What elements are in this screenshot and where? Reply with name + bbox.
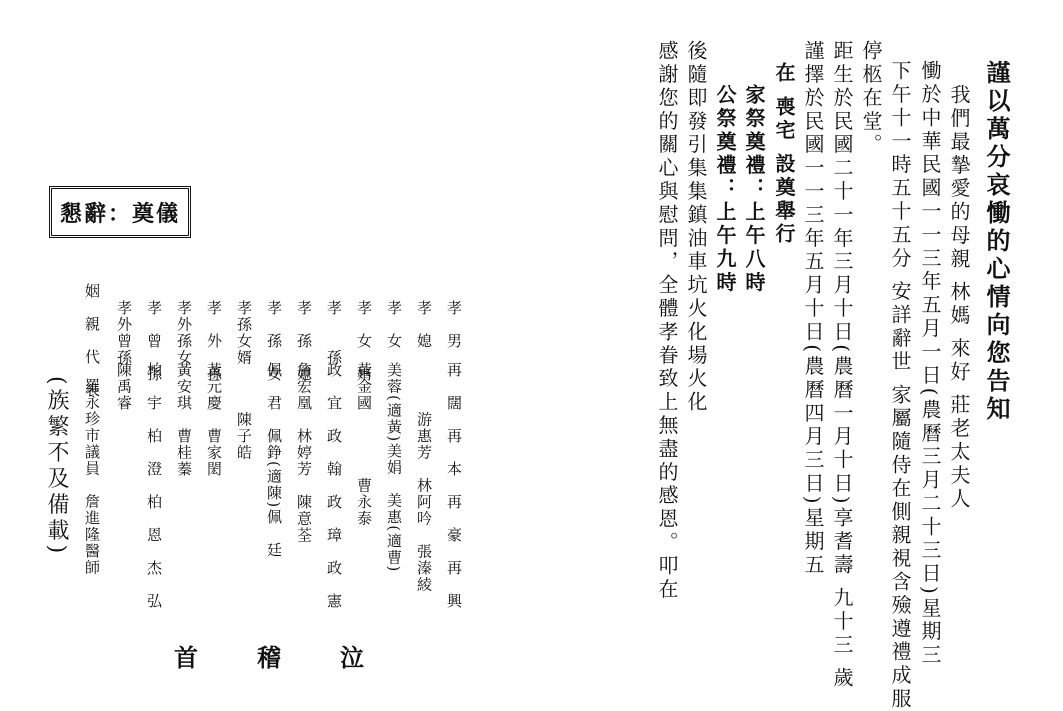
public-rite-time: 公祭奠禮：上午九時	[713, 84, 737, 295]
roster-role: 孝 男	[445, 300, 463, 350]
announcement-line: 後隨即發引集集鎮油車坑火化場火化	[684, 40, 708, 415]
roster-role: 孝外曾孫	[115, 300, 133, 366]
announcement-line: 距生於民國二十一年三月十日(農曆一月十日)享耆壽 九十三 歲	[830, 40, 854, 691]
roster-names: 詹宏凰 林婷芳 陳意荃	[295, 362, 313, 544]
closing-char: 稽	[257, 643, 281, 672]
roster-names: 美蓉(適黃)美娟 美惠(適曹)	[385, 362, 403, 573]
family-rite-time: 家祭奠禮：上午八時	[742, 84, 766, 295]
roster-role: 孝 媳	[415, 300, 433, 350]
roster-names: 羅永珍市議員 詹進隆醫師	[83, 378, 101, 576]
announcement-title: 謹以萬分哀慟的心情向您告知	[982, 60, 1011, 424]
roster-names: 黃安琪 曹桂蓁	[175, 362, 193, 478]
roster-footnote: (族繁不及備載)	[44, 376, 69, 558]
roster-role: 孝孫女婿	[235, 300, 253, 366]
announcement-line: 我們最摯愛的母親 林媽 來好 莊老太夫人	[947, 84, 971, 512]
roster-role: 孝 女	[385, 300, 403, 350]
decline-gifts-label: 懇辭：奠儀	[59, 200, 180, 227]
announcement-line: 停柩在堂。	[859, 40, 883, 157]
closing-char: 首	[174, 643, 198, 672]
roster-names: 再 闊 再 本 再 豪 再 興	[445, 362, 463, 610]
roster-role: 孝 女 婿	[355, 300, 373, 383]
announcement-line: 慟於中華民國一一三年五月一日(農曆三月二十三日)星期三	[918, 60, 942, 668]
roster-names: 黃元慶 曹家閎	[205, 362, 223, 478]
roster-names: 陳禹睿	[115, 362, 133, 412]
roster-names: 政 宜 政 翰 政 璋 政 憲	[325, 362, 343, 610]
announcement-line: 下午十一時五十五分 安詳辭世 家屬隨侍在側親視含殮遵禮成服	[888, 60, 912, 711]
roster-role: 孝 孫	[325, 300, 343, 366]
closing-char: 泣	[340, 643, 364, 672]
roster-role: 孝 曾 孫	[145, 300, 163, 383]
roster-names: 佩 君 佩錚(適陳)佩 廷	[265, 362, 283, 559]
roster-names: 游惠芳 林阿吟 張溱綾	[415, 362, 433, 593]
roster-names: 黃金國 曹永泰	[355, 362, 373, 527]
ceremony-venue: 在 喪宅 設奠舉行	[772, 62, 796, 247]
roster-role: 孝外孫女	[175, 300, 193, 366]
roster-role: 孝 孫 女	[265, 300, 283, 383]
roster-role: 孝 孫 媳	[295, 300, 313, 383]
roster-role: 姻 親 代 表	[83, 283, 101, 399]
roster-names: 柏 宇 柏 澄 柏 恩 杰 弘	[145, 362, 163, 610]
roster-names: 陳子皓	[235, 362, 253, 461]
announcement-line: 感謝您的關心與慰問，全體孝眷致上無盡的感恩。叩在	[655, 40, 679, 602]
roster-role: 孝 外 孫	[205, 300, 223, 383]
decline-gifts-box	[49, 186, 191, 238]
announcement-line: 謹擇於民國一一三年五月十日(農曆四月三日)星期五	[801, 40, 825, 578]
